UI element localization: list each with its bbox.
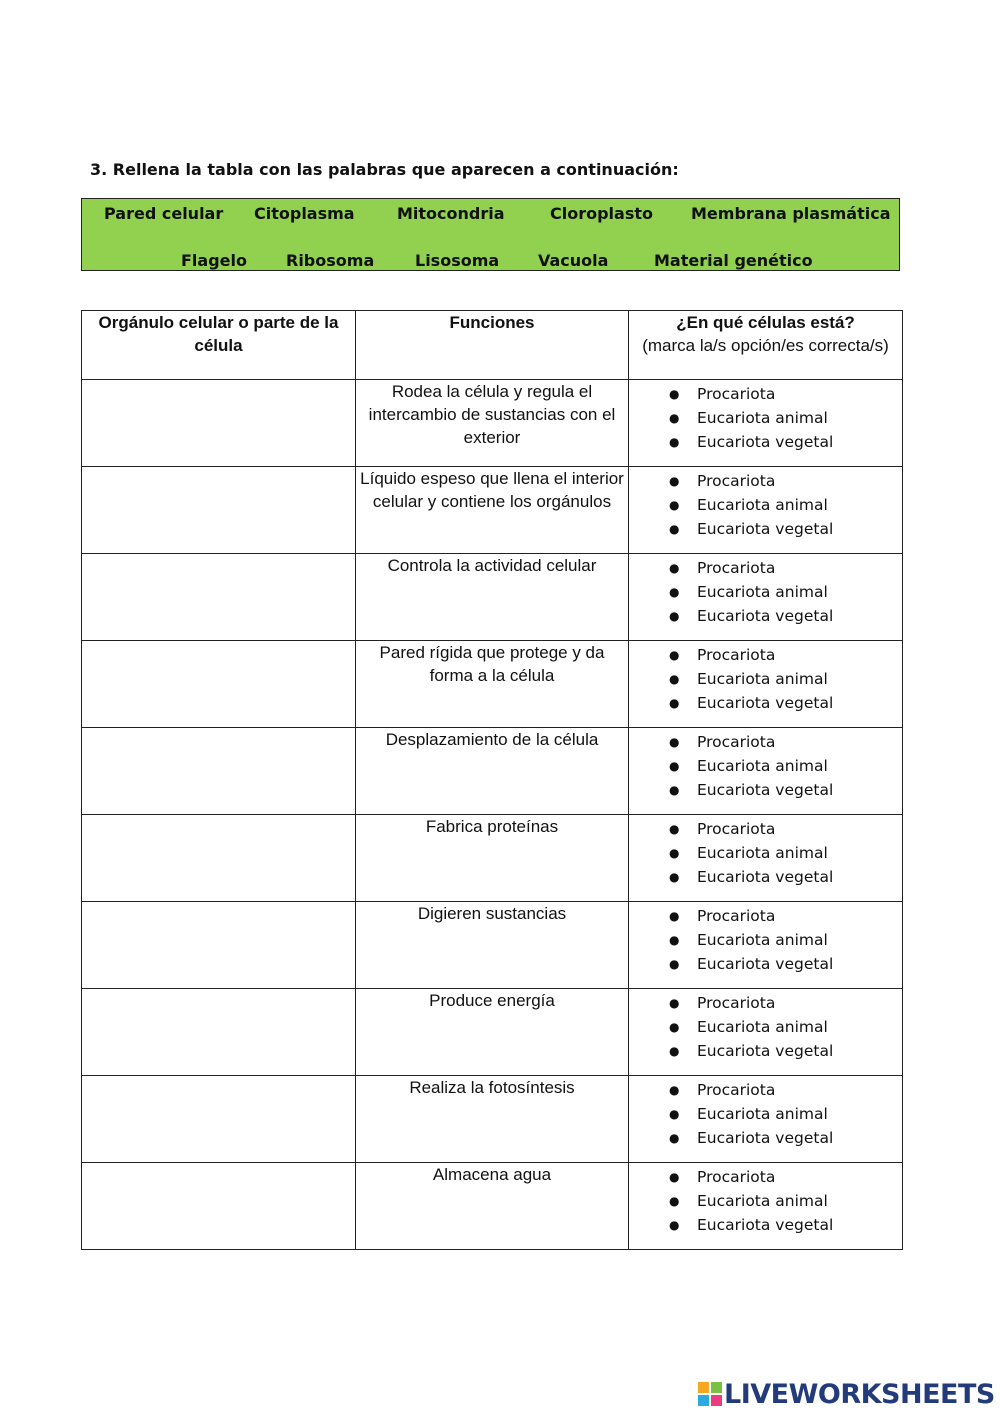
brand-text: LIVEWORKSHEETS [724, 1378, 995, 1410]
word-bank-item: Citoplasma [254, 204, 355, 223]
cell-type-option[interactable]: ● Eucariota animal [669, 1015, 902, 1039]
cell-type-options [629, 554, 903, 641]
table-row [82, 902, 903, 989]
cell-type-option[interactable]: ● Procariota [669, 382, 902, 406]
cell-type-option[interactable]: ● Eucariota vegetal [669, 1039, 902, 1063]
table-header-row [82, 311, 903, 380]
word-bank-item: Material genético [654, 251, 813, 270]
organelle-answer-cell[interactable] [82, 1163, 356, 1250]
table-row [82, 380, 903, 467]
cell-type-options [629, 467, 903, 554]
organelle-answer-cell[interactable] [82, 815, 356, 902]
table-row [82, 989, 903, 1076]
cell-type-option[interactable]: ● Eucariota animal [669, 928, 902, 952]
function-text: Realiza la fotosíntesis [356, 1076, 629, 1163]
instruction-text: 3. Rellena la tabla con las palabras que aparecen a continuación: [90, 160, 679, 179]
word-bank-item: Flagelo [181, 251, 247, 270]
header-organelle: Orgánulo celular o parte de la célula [82, 311, 356, 380]
cell-type-options [629, 641, 903, 728]
organelle-answer-cell[interactable] [82, 989, 356, 1076]
cell-type-option[interactable]: ● Eucariota animal [669, 841, 902, 865]
word-bank-item: Pared celular [104, 204, 224, 223]
cell-type-option[interactable]: ● Eucariota vegetal [669, 430, 902, 454]
cell-type-options [629, 728, 903, 815]
function-text: Fabrica proteínas [356, 815, 629, 902]
header-functions: Funciones [356, 311, 629, 380]
function-text: Líquido espeso que llena el interior celular y contiene los orgánulos [356, 467, 629, 554]
organelle-answer-cell[interactable] [82, 728, 356, 815]
organelle-table [81, 310, 903, 1250]
cell-type-option[interactable]: ● Eucariota animal [669, 1102, 902, 1126]
function-text: Pared rígida que protege y da forma a la célula [356, 641, 629, 728]
liveworksheets-brand [698, 1378, 995, 1410]
cell-type-option[interactable]: ● Procariota [669, 643, 902, 667]
table-row [82, 728, 903, 815]
word-bank [81, 198, 900, 271]
table-row [82, 1076, 903, 1163]
cell-type-options [629, 989, 903, 1076]
cell-type-option[interactable]: ● Procariota [669, 1165, 902, 1189]
organelle-answer-cell[interactable] [82, 641, 356, 728]
cell-type-option[interactable]: ● Eucariota animal [669, 667, 902, 691]
function-text: Digieren sustancias [356, 902, 629, 989]
cell-type-option[interactable]: ● Procariota [669, 556, 902, 580]
word-bank-item: Lisosoma [415, 251, 500, 270]
cell-type-option[interactable]: ● Procariota [669, 904, 902, 928]
cell-type-option[interactable]: ● Eucariota animal [669, 1189, 902, 1213]
table-row [82, 1163, 903, 1250]
cell-type-option[interactable]: ● Eucariota vegetal [669, 604, 902, 628]
cell-type-option[interactable]: ● Eucariota vegetal [669, 691, 902, 715]
cell-type-option[interactable]: ● Eucariota vegetal [669, 1213, 902, 1237]
cell-type-option[interactable]: ● Eucariota animal [669, 493, 902, 517]
cell-type-option[interactable]: ● Procariota [669, 991, 902, 1015]
cell-type-options [629, 1076, 903, 1163]
table-row [82, 815, 903, 902]
cell-type-options [629, 815, 903, 902]
function-text: Controla la actividad celular [356, 554, 629, 641]
header-cell-types [629, 311, 903, 380]
word-bank-item: Mitocondria [397, 204, 505, 223]
liveworksheets-logo-icon [698, 1382, 722, 1406]
cell-type-option[interactable]: ● Procariota [669, 469, 902, 493]
word-bank-item: Cloroplasto [550, 204, 653, 223]
cell-type-option[interactable]: ● Eucariota animal [669, 754, 902, 778]
cell-type-option[interactable]: ● Eucariota vegetal [669, 778, 902, 802]
function-text: Produce energía [356, 989, 629, 1076]
cell-type-option[interactable]: ● Procariota [669, 730, 902, 754]
table-row [82, 467, 903, 554]
function-text: Rodea la célula y regula el intercambio de sustancias con el exterior [356, 380, 629, 467]
header-cell-types-title: ¿En qué células está? [676, 313, 855, 332]
cell-type-option[interactable]: ● Procariota [669, 1078, 902, 1102]
cell-type-option[interactable]: ● Eucariota vegetal [669, 1126, 902, 1150]
word-bank-item: Membrana plasmática [691, 204, 891, 223]
organelle-answer-cell[interactable] [82, 467, 356, 554]
word-bank-item: Vacuola [538, 251, 609, 270]
function-text: Desplazamiento de la célula [356, 728, 629, 815]
organelle-answer-cell[interactable] [82, 902, 356, 989]
cell-type-options [629, 902, 903, 989]
table-row [82, 554, 903, 641]
cell-type-option[interactable]: ● Procariota [669, 817, 902, 841]
cell-type-option[interactable]: ● Eucariota vegetal [669, 952, 902, 976]
cell-type-options [629, 380, 903, 467]
header-cell-types-subtitle: (marca la/s opción/es correcta/s) [642, 336, 889, 355]
function-text: Almacena agua [356, 1163, 629, 1250]
organelle-answer-cell[interactable] [82, 554, 356, 641]
cell-type-option[interactable]: ● Eucariota vegetal [669, 865, 902, 889]
cell-type-option[interactable]: ● Eucariota animal [669, 406, 902, 430]
word-bank-item: Ribosoma [286, 251, 375, 270]
cell-type-options [629, 1163, 903, 1250]
cell-type-option[interactable]: ● Eucariota animal [669, 580, 902, 604]
organelle-answer-cell[interactable] [82, 1076, 356, 1163]
organelle-answer-cell[interactable] [82, 380, 356, 467]
cell-type-option[interactable]: ● Eucariota vegetal [669, 517, 902, 541]
table-row [82, 641, 903, 728]
